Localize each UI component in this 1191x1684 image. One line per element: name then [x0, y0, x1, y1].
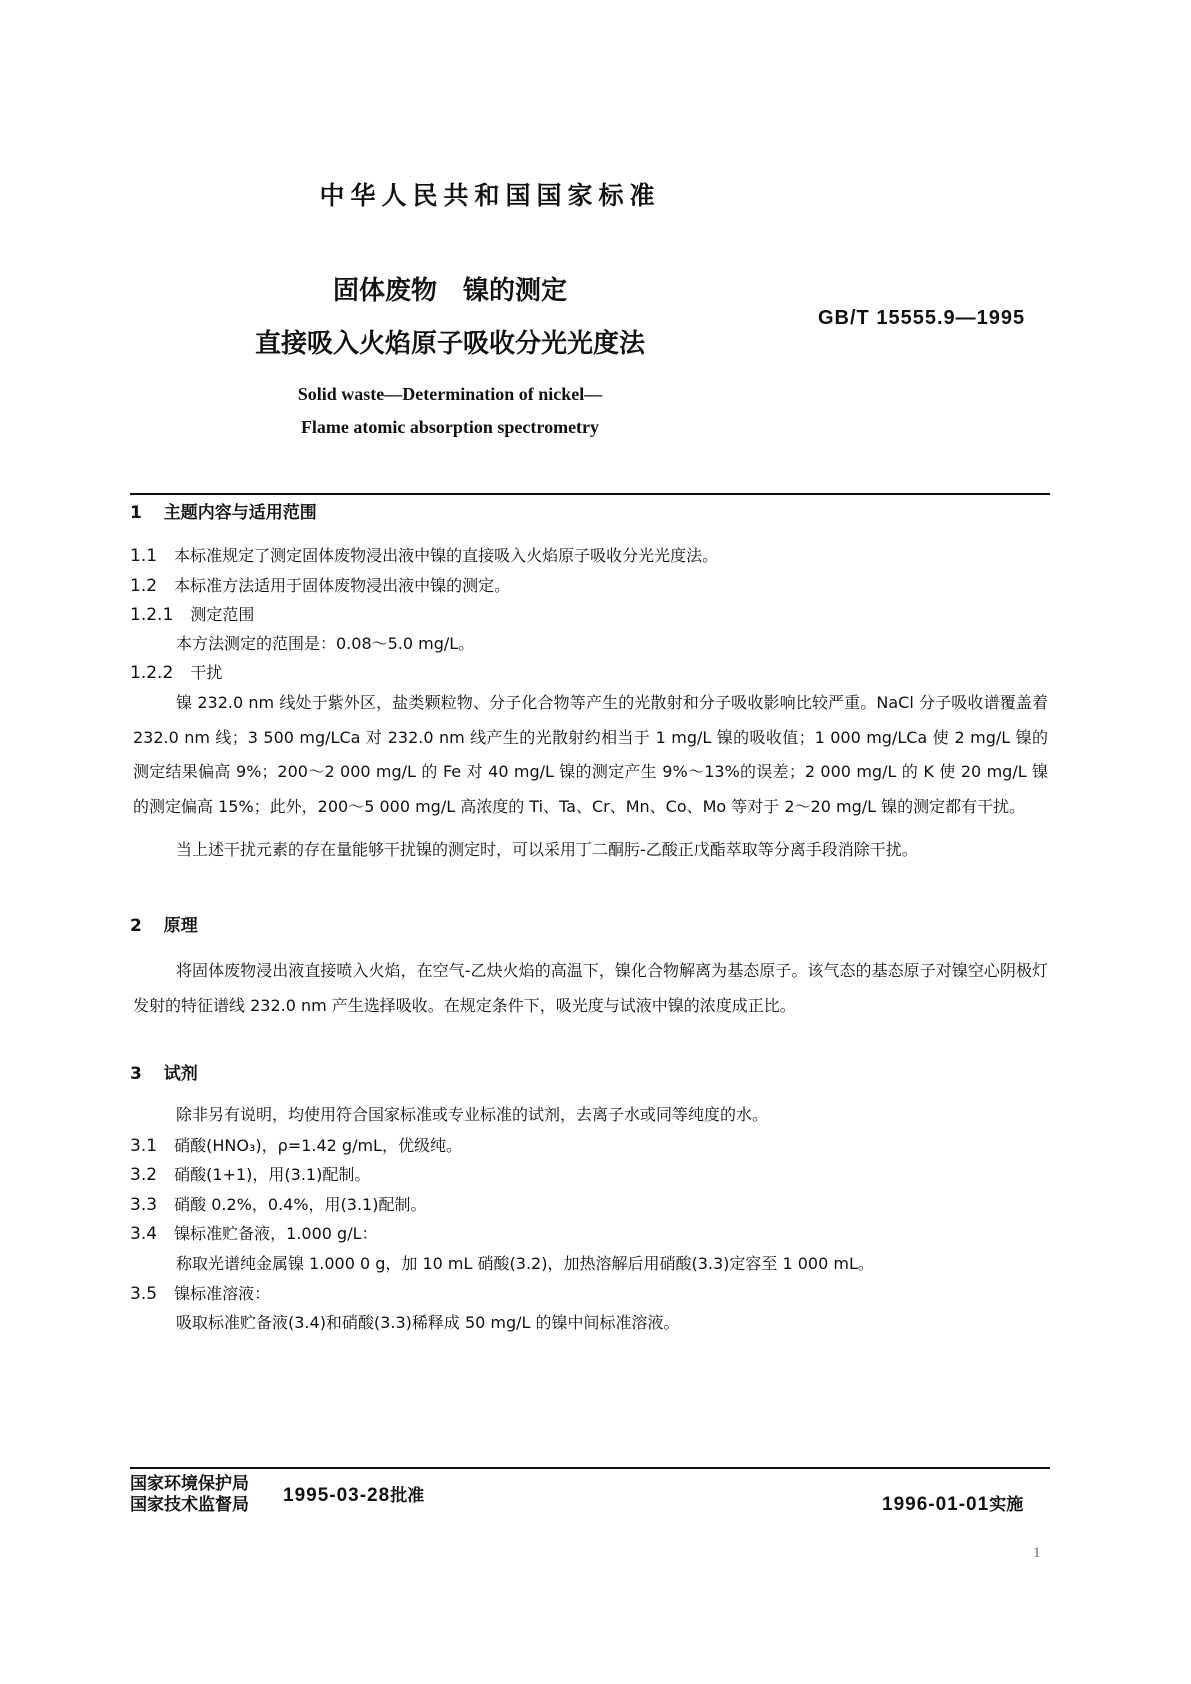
clause-text: 本标准方法适用于固体废物浸出液中镍的测定。 [174, 576, 511, 595]
clause-3-2 [130, 1162, 370, 1185]
interference-removal-paragraph: 当上述干扰元素的存在量能够干扰镍的测定时，可以采用丁二酮肟-乙酸正戊酯萃取等分离手段消除干扰。 [176, 840, 918, 859]
clause-text: 硝酸 0.2%，0.4%，用(3.1)配制。 [174, 1195, 427, 1214]
page-number: 1 [1033, 1545, 1041, 1561]
issuing-org-1: 国家环境保护局 [130, 1474, 249, 1494]
clause-1-2-1 [130, 602, 254, 625]
title-cn-line1: 固体废物 镍的测定 [332, 276, 567, 306]
section-title: 试剂 [163, 1064, 198, 1084]
clause-number: 1.2 [130, 576, 158, 596]
section-title: 原理 [163, 916, 198, 936]
clause-number: 3.3 [130, 1195, 158, 1215]
section-3-heading [130, 1059, 198, 1084]
section-title: 主题内容与适用范围 [163, 503, 317, 523]
standard-code: GB/T 15555.9—1995 [818, 307, 1026, 329]
section-number: 2 [130, 916, 142, 936]
effective-label: 实施 [989, 1495, 1024, 1515]
title-cn-line2: 直接吸入火焰原子吸收分光光度法 [254, 329, 645, 359]
clause-3-1 [130, 1133, 462, 1156]
clause-number: 1.2.1 [130, 605, 174, 625]
footer-divider [130, 1467, 1050, 1469]
clause-3-5-detail: 吸取标准贮备液(3.4)和硝酸(3.3)稀释成 50 mg/L 的镍中间标准溶液。 [176, 1313, 680, 1332]
section-2-heading [130, 911, 198, 936]
principle-paragraph: 将固体废物浸出液直接喷入火焰，在空气-乙炔火焰的高温下，镍化合物解离为基态原子。该气态的基态原子对镍空心阴极灯发射的特征谱线 232.0 nm 产生选择吸收。在规定条件下，吸光度与试液中镍的浓度成正比。 [133, 961, 1048, 1015]
section-number: 3 [130, 1064, 142, 1084]
title-en-line2: Flame atomic absorption spectrometry [300, 417, 600, 437]
clause-text: 镍标准溶液： [174, 1284, 271, 1303]
clause-1-2-2 [130, 660, 222, 683]
approved-label: 批准 [390, 1486, 425, 1506]
clause-3-3 [130, 1192, 426, 1215]
clause-1-1 [130, 543, 718, 566]
clause-title: 测定范围 [190, 605, 255, 624]
clause-number: 3.5 [130, 1284, 158, 1304]
clause-text: 镍标准贮备液，1.000 g/L： [174, 1224, 378, 1243]
clause-number: 3.1 [130, 1136, 158, 1156]
issuing-org-2: 国家技术监督局 [130, 1495, 249, 1515]
clause-number: 3.2 [130, 1165, 158, 1185]
effective-date-value: 1996-01-01 [882, 1494, 990, 1515]
clause-number: 3.4 [130, 1224, 158, 1244]
effective-date [882, 1490, 1023, 1516]
clause-number: 1.1 [130, 546, 158, 566]
section-1-heading [130, 498, 317, 523]
clause-title: 干扰 [190, 663, 223, 682]
clause-3-4 [130, 1221, 378, 1244]
title-en-line1: Solid waste—Determination of nickel— [297, 384, 603, 404]
national-standard-heading: 中华人民共和国国家标准 [319, 181, 661, 210]
reagents-intro: 除非另有说明，均使用符合国家标准或专业标准的试剂，去离子水或同等纯度的水。 [176, 1105, 769, 1124]
section-number: 1 [130, 503, 142, 523]
clause-text: 本标准规定了测定固体废物浸出液中镍的直接吸入火焰原子吸收分光光度法。 [174, 546, 719, 565]
clause-1-2 [130, 573, 510, 596]
issuing-organizations [130, 1474, 249, 1516]
clause-1-2-1-text: 本方法测定的范围是：0.08～5.0 mg/L。 [176, 634, 475, 653]
header-divider [130, 493, 1050, 495]
approved-date-value: 1995-03-28 [283, 1485, 391, 1506]
clause-3-4-detail: 称取光谱纯金属镍 1.000 0 g，加 10 mL 硝酸(3.2)，加热溶解后用硝酸(3.3)定容至 1 000 mL。 [176, 1254, 874, 1273]
clause-3-5 [130, 1281, 270, 1304]
interference-paragraph: 镍 232.0 nm 线处于紫外区，盐类颗粒物、分子化合物等产生的光散射和分子吸收影响比较严重。NaCl 分子吸收谱覆盖着 232.0 nm 线；3 500 mg/LCa 对 232.0 nm 线产生的光散射约相当于 1 mg/L 镍的吸收值；1 000 mg/LCa 使 2 mg/L 镍的测定结果偏高 9%；200～2 000 mg/L 的 Fe 对 40 mg/L 镍的测定产生 9%～13%的误差；2 000 mg/L 的 K 使 20 mg/L 镍的测定偏高 15%；此外，200～5 000 mg/L 高浓度的 Ti、Ta、Cr、Mn、Co、Mo 等对于 2～20 mg/L 镍的测定都有干扰。 [133, 693, 1048, 816]
clause-text: 硝酸(1+1)，用(3.1)配制。 [174, 1165, 371, 1184]
clause-text: 硝酸(HNO₃)，ρ=1.42 g/mL，优级纯。 [174, 1136, 462, 1155]
clause-number: 1.2.2 [130, 663, 174, 683]
approval-date [283, 1481, 424, 1507]
